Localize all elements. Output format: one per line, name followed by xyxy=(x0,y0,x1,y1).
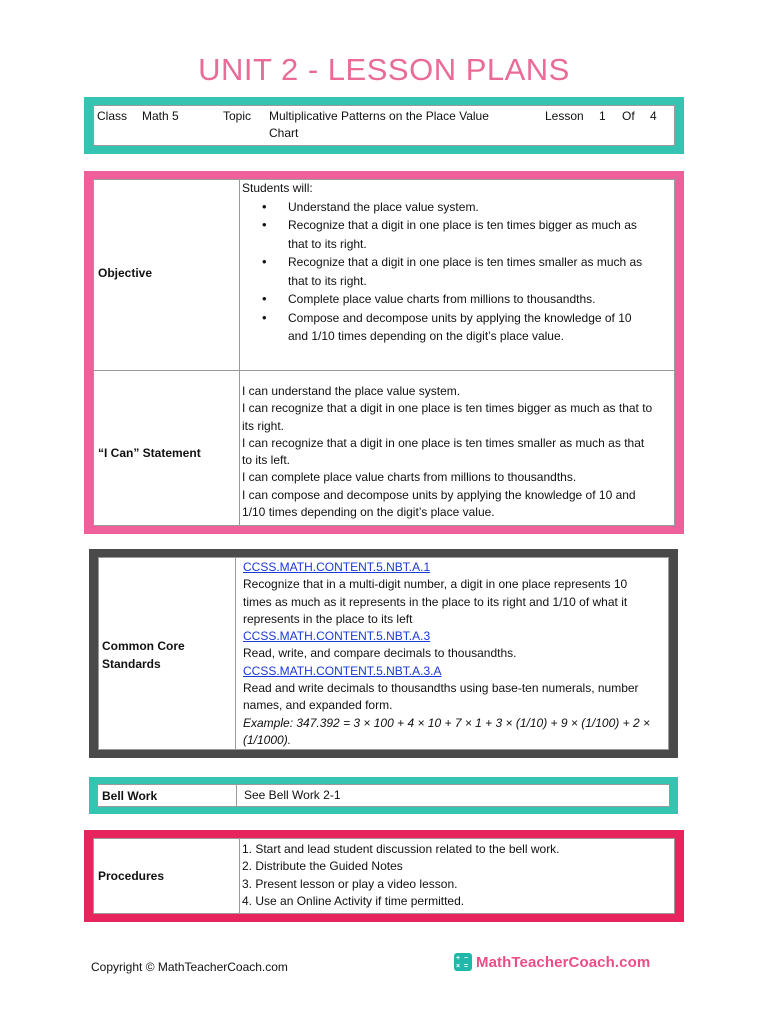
logo-text: MathTeacherCoach.com xyxy=(476,953,651,971)
list-item: • Understand the place value system. xyxy=(242,198,670,217)
class-label: Class xyxy=(97,109,128,123)
standard-text-line: Read, write, and compare decimals to thousandths. xyxy=(243,646,517,661)
lesson-label: Lesson xyxy=(545,109,584,123)
column-divider xyxy=(239,180,240,525)
lesson-number: 1 xyxy=(599,109,606,123)
standard-text-line: Read and write decimals to thousandths using base-ten numerals, number xyxy=(243,681,639,696)
lesson-header-frame xyxy=(84,97,684,154)
class-value: Math 5 xyxy=(142,109,179,123)
standard-text-line: represents in the place to its left xyxy=(243,611,413,626)
procedures-table xyxy=(93,838,675,914)
list-item: 2. Distribute the Guided Notes xyxy=(242,859,403,874)
objective-label: Objective xyxy=(98,266,153,280)
topic-label: Topic xyxy=(223,109,252,123)
ican-line: I can understand the place value system. xyxy=(242,384,461,398)
standards-label-line2: Standards xyxy=(102,657,161,671)
standards-frame xyxy=(89,549,678,758)
ican-line: its right. xyxy=(242,418,285,433)
ican-line: to its left. xyxy=(242,453,291,468)
bellwork-table xyxy=(97,784,670,807)
lesson-header-table xyxy=(93,105,675,146)
list-item: • Recognize that a digit in one place is ten times bigger as much as that to its right. xyxy=(242,216,670,253)
list-item: 4. Use an Online Activity if time permitted. xyxy=(242,894,465,909)
ican-label: “I Can” Statement xyxy=(98,446,201,460)
page-title: UNIT 2 - LESSON PLANS xyxy=(198,52,570,87)
column-divider xyxy=(235,558,236,749)
standards-label-line1: Common Core xyxy=(102,639,185,653)
standard-text-line: times as much as it represents in the place to its right and 1/10 of what it xyxy=(243,594,628,609)
objective-content xyxy=(242,179,670,346)
topic-value-line2: Chart xyxy=(269,126,299,140)
lesson-total: 4 xyxy=(650,109,657,123)
ican-line: I can recognize that a digit in one place is ten times smaller as much as that xyxy=(242,435,645,450)
standard-link-5-nbt-a-3-a[interactable]: CCSS.MATH.CONTENT.5.NBT.A.3.A xyxy=(243,663,442,678)
topic-value-line1: Multiplicative Patterns on the Place Value xyxy=(269,109,489,123)
ican-line: I can complete place value charts from millions to thousandths. xyxy=(242,470,577,485)
bellwork-label: Bell Work xyxy=(102,789,158,803)
objective-table xyxy=(93,179,675,526)
math-operators-icon: + − × = xyxy=(454,953,472,971)
list-item: • Recognize that a digit in one place is ten times smaller as much as that to its right. xyxy=(242,253,670,290)
copyright-notice: Copyright © MathTeacherCoach.com xyxy=(91,960,288,974)
list-item: 1. Start and lead student discussion related to the bell work. xyxy=(242,842,560,856)
site-logo[interactable] xyxy=(454,950,650,974)
list-item: 3. Present lesson or play a video lesson. xyxy=(242,876,458,891)
list-item: • Compose and decompose units by applying the knowledge of 10 and 1/10 times depending on the digit’s place value. xyxy=(242,309,670,346)
standard-text-line: Recognize that in a multi-digit number, a digit in one place represents 10 xyxy=(243,577,628,592)
standard-link-5-nbt-a-1[interactable]: CCSS.MATH.CONTENT.5.NBT.A.1 xyxy=(243,560,431,574)
ican-line: I can recognize that a digit in one place is ten times bigger as much as that to xyxy=(242,401,653,416)
procedures-list xyxy=(242,841,672,911)
standards-content xyxy=(243,559,671,749)
column-divider xyxy=(236,785,237,806)
standard-text-line: names, and expanded form. xyxy=(243,698,393,713)
standard-link-5-nbt-a-3[interactable]: CCSS.MATH.CONTENT.5.NBT.A.3 xyxy=(243,629,431,644)
ican-line: 1/10 times depending on the digit’s place value. xyxy=(242,505,495,520)
procedures-label: Procedures xyxy=(98,869,165,883)
objective-intro: Students will: xyxy=(242,181,313,195)
list-item: • Complete place value charts from millions to thousandths. xyxy=(242,290,670,309)
example-line: Example: 347.392 = 3 × 100 + 4 × 10 + 7 × 1 + 3 × (1/10) + 9 × (1/100) + 2 × xyxy=(243,715,650,730)
ican-line: I can compose and decompose units by applying the knowledge of 10 and xyxy=(242,487,636,502)
row-divider xyxy=(94,370,674,371)
procedures-frame xyxy=(84,830,684,922)
bellwork-value: See Bell Work 2-1 xyxy=(244,788,341,802)
ican-content xyxy=(242,383,674,521)
objective-frame xyxy=(84,171,684,534)
objective-list xyxy=(242,198,670,346)
standards-table xyxy=(98,557,669,750)
example-line: (1/1000). xyxy=(243,732,292,747)
column-divider xyxy=(239,839,240,913)
bellwork-frame xyxy=(89,777,678,814)
of-label: Of xyxy=(622,109,635,123)
